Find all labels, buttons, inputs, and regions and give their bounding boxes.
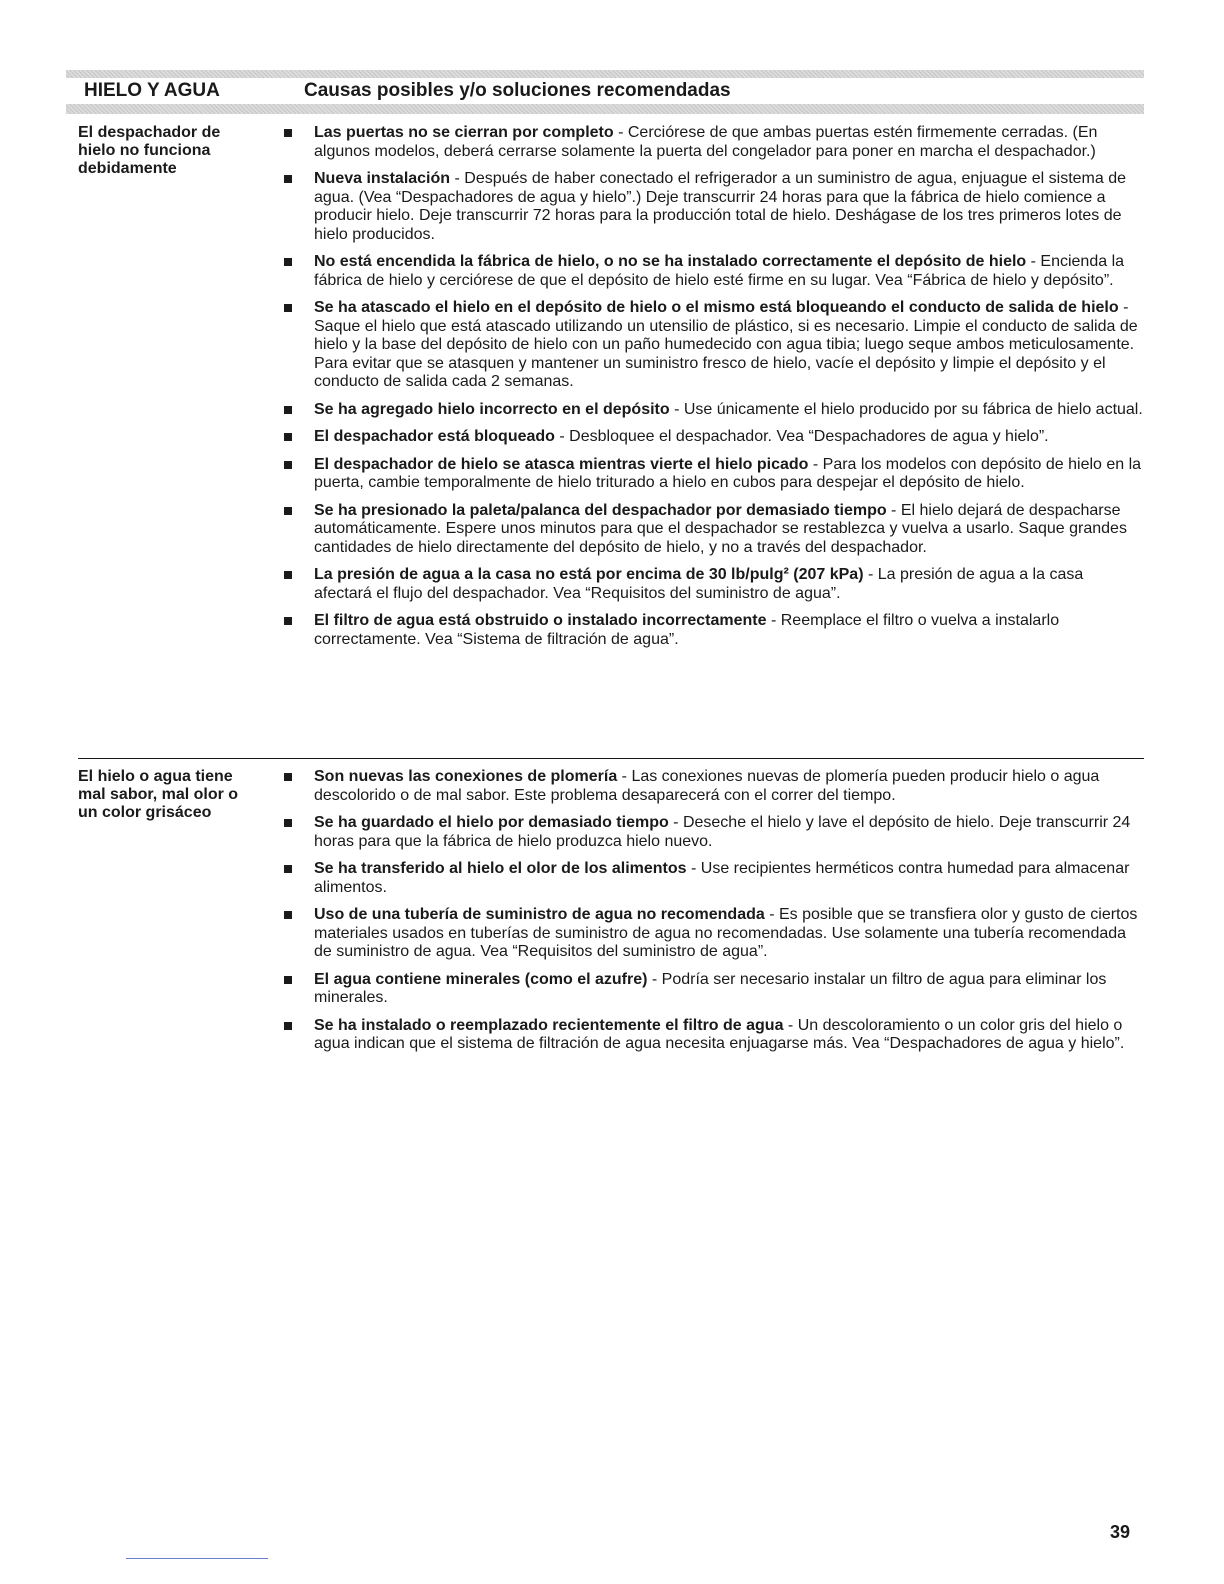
item-cause: El filtro de agua está obstruido o instalado incorrectamente bbox=[314, 612, 767, 629]
list-item bbox=[284, 170, 1144, 244]
bullet-icon bbox=[284, 773, 292, 781]
item-solution: - Después de haber conectado el refrigerador a un suministro de agua, enjuague el sistema de agua. (Vea “Despachadores de agua y hielo”.) Deje transcurrir 24 horas para que la fábrica de hielo comience a producir hielo. Deje transcurrir 72 horas para la producción total de hielo. Deshágase de los tres primeros lotes de hielo producidos. bbox=[314, 170, 1127, 243]
bullet-icon bbox=[284, 865, 292, 873]
item-cause: Uso de una tubería de suministro de agua no recomendada bbox=[314, 906, 765, 923]
list-item bbox=[284, 768, 1144, 805]
bullet-icon bbox=[284, 1022, 292, 1030]
item-cause: No está encendida la fábrica de hielo, o no se ha instalado correctamente el depósito de hielo bbox=[314, 253, 1027, 270]
section-items bbox=[284, 124, 1144, 658]
item-solution: - Use únicamente el hielo producido por su fábrica de hielo actual. bbox=[669, 400, 1143, 418]
section-title: El despachador de hielo no funciona debidamente bbox=[78, 124, 221, 177]
bullet-icon bbox=[284, 433, 292, 441]
list-item bbox=[284, 124, 1144, 161]
list-item bbox=[284, 456, 1144, 493]
header-solutions: Causas posibles y/o soluciones recomendadas bbox=[304, 80, 731, 101]
list-item bbox=[284, 566, 1144, 603]
list-item bbox=[284, 906, 1144, 962]
item-cause: Son nuevas las conexiones de plomería bbox=[314, 768, 618, 785]
bullet-icon bbox=[284, 304, 292, 312]
item-solution: - Deseche el hielo y lave el depósito de hielo. Deje transcurrir 24 horas para que la fábrica de hielo produzca hielo nuevo. bbox=[314, 814, 1131, 850]
bullet-icon bbox=[284, 911, 292, 919]
bullet-icon bbox=[284, 461, 292, 469]
section-ice-taste bbox=[78, 768, 1144, 1063]
item-cause: Las puertas no se cierran por completo bbox=[314, 124, 614, 141]
item-solution: - Cerciórese de que ambas puertas estén firmemente cerradas. (En algunos modelos, deberá cerrarse solamente la puerta del congelador para poner en marcha el despachador.) bbox=[314, 124, 1098, 160]
bullet-icon bbox=[284, 976, 292, 984]
item-solution: - Reemplace el filtro o vuelva a instalarlo correctamente. Vea “Sistema de filtración de agua”. bbox=[314, 612, 1060, 648]
item-solution: - Para los modelos con depósito de hielo en la puerta, cambie temporalmente de hielo triturado a hielo en cubos para despejar el depósito de hielo. bbox=[314, 455, 1142, 491]
bullet-icon bbox=[284, 258, 292, 266]
item-solution: - Use recipientes herméticos contra humedad para almacenar alimentos. bbox=[314, 860, 1130, 896]
list-item bbox=[284, 860, 1144, 897]
item-solution: - Saque el hielo que está atascado utilizando un utensilio de plástico, si es necesario. Limpie el conducto de salida de hielo y la base del depósito de hielo con un paño humedecido con agua tibia; luego seque ambos meticulosamente. Para evitar que se atasquen y mantener un suministro fresco de hielo, vacíe el depósito y limpie el depósito y el conducto de salida cada 2 semanas. bbox=[314, 299, 1138, 390]
list-item bbox=[284, 612, 1144, 649]
table-header bbox=[66, 78, 1144, 104]
item-solution: - Las conexiones nuevas de plomería pueden producir hielo o agua descolorido o de mal sabor. Este problema desaparecerá con el correr del tiempo. bbox=[314, 768, 1100, 804]
list-item bbox=[284, 401, 1144, 420]
page-number: 39 bbox=[1110, 1522, 1131, 1542]
section-items bbox=[284, 768, 1144, 1063]
bullet-icon bbox=[284, 129, 292, 137]
item-cause: Se ha agregado hielo incorrecto en el depósito bbox=[314, 400, 670, 418]
item-solution: - Podría ser necesario instalar un filtro de agua para eliminar los minerales. bbox=[314, 970, 1107, 1006]
item-cause: El despachador de hielo se atasca mientras vierte el hielo picado bbox=[314, 455, 809, 473]
section-divider bbox=[78, 758, 1144, 759]
item-solution: - El hielo dejará de despacharse automáticamente. Espere unos minutos para que el despachador se restablezca y vuelva a usarlo. Saque grandes cantidades de hielo directamente del depósito de hielo, y no a través del despachador. bbox=[314, 501, 1127, 556]
footer-rule bbox=[126, 1558, 268, 1559]
list-item bbox=[284, 428, 1144, 447]
bullet-icon bbox=[284, 571, 292, 579]
bullet-icon bbox=[284, 819, 292, 827]
list-item bbox=[284, 814, 1144, 851]
item-cause: Se ha atascado el hielo en el depósito de hielo o el mismo está bloqueando el conducto de salida de hielo bbox=[314, 299, 1119, 316]
bullet-icon bbox=[284, 406, 292, 414]
header-category: HIELO Y AGUA bbox=[84, 80, 220, 101]
item-solution: - Desbloquee el despachador. Vea “Despachadores de agua y hielo”. bbox=[554, 428, 1049, 445]
item-cause: La presión de agua a la casa no está por encima de 30 lb/pulg² (207 kPa) bbox=[314, 566, 864, 583]
list-item bbox=[284, 299, 1144, 392]
item-cause: El agua contiene minerales (como el azufre) bbox=[314, 970, 648, 988]
list-item bbox=[284, 971, 1144, 1008]
bullet-icon bbox=[284, 507, 292, 515]
list-item bbox=[284, 502, 1144, 558]
item-cause: Nueva instalación bbox=[314, 170, 451, 187]
list-item bbox=[284, 253, 1144, 290]
item-cause: Se ha presionado la paleta/palanca del despachador por demasiado tiempo bbox=[314, 501, 887, 519]
bullet-icon bbox=[284, 617, 292, 625]
bullet-icon bbox=[284, 175, 292, 183]
item-solution: - Un descoloramiento o un color gris del hielo o agua indican que el sistema de filtración de agua necesita enjuagarse más. Vea “Despachadores de agua y hielo”. bbox=[314, 1016, 1125, 1052]
section-ice-dispenser bbox=[78, 124, 1144, 658]
list-item bbox=[284, 1017, 1144, 1054]
item-cause: El despachador está bloqueado bbox=[314, 428, 555, 445]
item-solution: - La presión de agua a la casa afectará el flujo del despachador. Vea “Requisitos del suministro de agua”. bbox=[314, 566, 1084, 602]
item-cause: Se ha transferido al hielo el olor de los alimentos bbox=[314, 860, 687, 877]
item-solution: - Encienda la fábrica de hielo y cerciórese de que el depósito de hielo esté firme en su lugar. Vea “Fábrica de hielo y depósito”. bbox=[314, 253, 1125, 289]
item-cause: Se ha instalado o reemplazado recientemente el filtro de agua bbox=[314, 1016, 784, 1034]
section-title: El hielo o agua tiene mal sabor, mal olor o un color grisáceo bbox=[78, 768, 239, 821]
item-solution: - Es posible que se transfiera olor y gusto de ciertos materiales usados en tuberías de suministro de agua no recomendadas. Use solamente una tubería recomendada de suministro de agua. Vea “Requisitos del suministro de agua”. bbox=[314, 906, 1138, 960]
item-cause: Se ha guardado el hielo por demasiado tiempo bbox=[314, 814, 669, 831]
